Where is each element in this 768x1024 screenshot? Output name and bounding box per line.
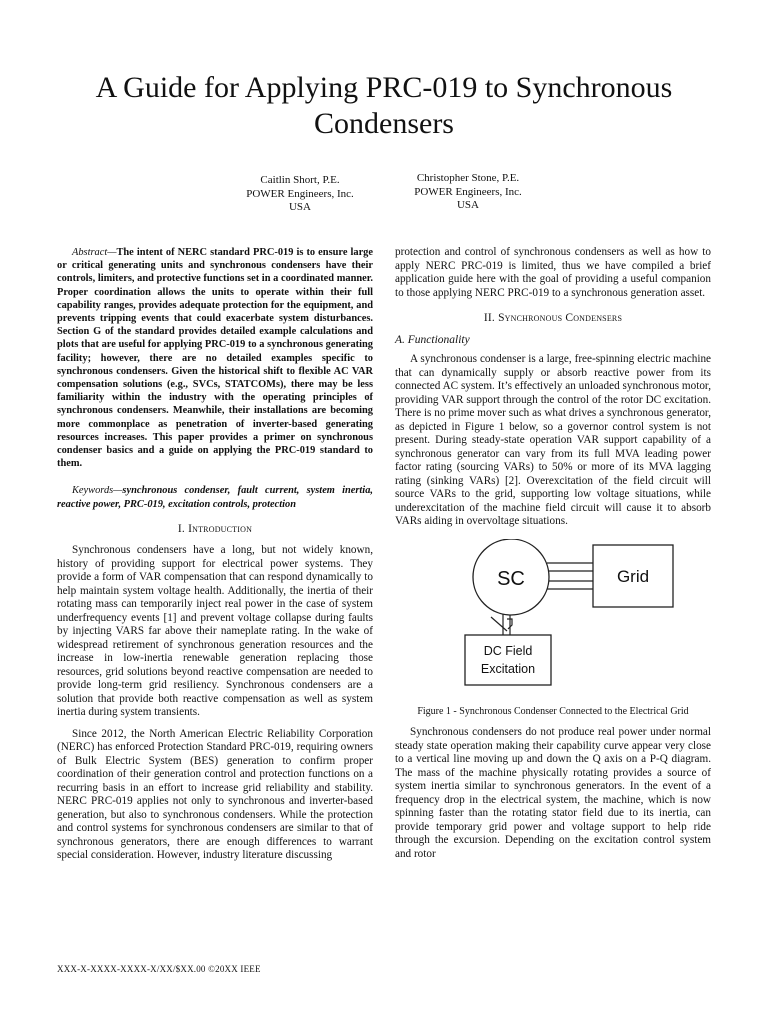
left-column xyxy=(57,246,373,871)
keywords xyxy=(57,484,373,510)
author-name: Caitlin Short, P.E. xyxy=(260,174,340,186)
abstract-text: The intent of NERC standard PRC-019 is to ensure large or critical generating units and synchronous condensers have their controls, limiters, and protective functions set in a coordinated manner. Proper coordination allows the units to operate within their full capability ranges, provides adequate protection for the equipment, and prevents tripping events that could exacerbate system disturbances. Section G of the standard provides detailed example calculations and plots that are useful for applying PRC-019 to a synchronous generating facility; however, there are no detailed examples specific to synchronous condensers. Given the historical shift to flexible AC VAR compensation solutions (e.g., SVCs, STATCOMs), there may be less familiarity within the industry with the operating principles of synchronous condensers. Meanwhile, their installations are becoming more commonplace as penetration of inverter-based generating resources increases. This paper provides a primer on synchronous condenser basics and a guide on applying the PRC-019 standard to them. xyxy=(57,247,373,470)
author-country: USA xyxy=(456,199,479,211)
dc-field-excitation-box xyxy=(465,635,551,685)
functionality-paragraph-1: A synchronous condenser is a large, free-spinning electric machine that can dynamically supply or absorb reactive power from its connected AC system. It’s effectively an unloaded synchronous motor, providing VAR support through the control of the rotor DC excitation. There is no prime mover such as what drives a synchronous generator, as depicted in Figure 1 below, so a governor control system is not present. During steady-state operation VAR support capability of a synchronous generator can vary from its full MVA leading power factor rating (sourcing VARs) to 50% or more of its MVA lagging rating (sinking VARs) [2]. Overexcitation of the field circuit will source VARs to the grid, supporting low voltage situations, while underexcitation of the machine field circuit will cause it to absorb VARs aiding in overvoltage situations. xyxy=(395,353,711,527)
functionality-paragraph-2: Synchronous condensers do not produce real power under normal steady state operation making their capability curve appear very close to a vertical line moving up and down the Q axis on a P-Q diagram. The mass of the machine physically rotating provides a source of system inertia similar to synchronous generators. In the event of a frequency drop in the electrical system, the machine, which is now spinning faster than the rotating stator field due to its inertia, can provide temporary grid power and voltage support to help ride through the excursion. Depending on the excitation control system and rotor xyxy=(395,726,711,860)
excitation-label: Excitation xyxy=(480,661,536,676)
author-org: POWER Engineers, Inc. xyxy=(246,187,354,200)
author-country: USA xyxy=(288,201,311,213)
subsection-heading-functionality: A. Functionality xyxy=(395,333,470,346)
intro-paragraph-2-continued: protection and control of synchronous condensers as well as how to apply NERC PRC-019 is limited, thus we have compiled a brief application guide here with the goal of providing a useful companion to those applying NERC PRC-019 to a synchronous generation asset. xyxy=(395,246,711,299)
grid-label: Grid xyxy=(616,566,650,586)
figure-1-svg xyxy=(395,539,711,699)
dc-field-label: DC Field xyxy=(483,643,533,658)
brush-icon xyxy=(491,617,512,631)
section-heading-introduction: I. Introduction xyxy=(177,522,253,535)
keywords-lead: Keywords— xyxy=(72,485,123,497)
figure-1-caption: Figure 1 - Synchronous Condenser Connected to the Electrical Grid xyxy=(417,705,689,717)
right-column xyxy=(395,246,711,869)
keywords-text: synchronous condenser, fault current, system inertia, reactive power, PRC-019, excitation controls, protection xyxy=(57,485,373,510)
intro-paragraph-2: Since 2012, the North American Electric Reliability Corporation (NERC) has enforced Protection Standard PRC-019, requiring owners of Bulk Electric System (BES) generation to confirm proper coordination of their generation control and protection functions on a recurring basis in an effort to increase grid reliability and stability. NERC PRC-019 applies not only to synchronous and inverter-based generation, but also to synchronous condensers. While the protection and control systems for synchronous condensers are similar to that of synchronous generators, there are enough differences to warrant special consideration. However, industry literature discussing xyxy=(57,727,373,862)
section-heading-synchronous-condensers: II. Synchronous Condensers xyxy=(483,312,623,324)
copyright-footer: XXX-X-XXXX-XXXX-X/XX/$XX.00 ©20XX IEEE xyxy=(57,964,261,974)
sc-label: SC xyxy=(497,567,525,590)
intro-paragraph-1: Synchronous condensers have a long, but not widely known, history of providing support for electrical power systems. They provide a form of VAR compensation that can respond dynamically to help maintain system voltage health. Additionally, the inertia of their rotating mass can temporarily inject real power in the case of system underfrequency events [1] and prevent voltage collapse during faults by injecting VARS far above their nameplate rating. In the wake of widespread retirement of synchronous generation resources and the increase in low-inertia renewable generation replacing those resources, grid solutions beyond reactive compensation are needed to provide long-term grid resiliency. Synchronous condensers are a solution that provide both reactive compensation as well as system inertia during system transients. xyxy=(57,544,373,719)
author-name: Christopher Stone, P.E. xyxy=(416,172,520,184)
author-org: POWER Engineers, Inc. xyxy=(414,185,522,198)
paper-title: A Guide for Applying PRC-019 to Synchronous Condensers xyxy=(95,71,673,140)
abstract-lead: Abstract— xyxy=(72,247,117,258)
author-block-2 xyxy=(368,172,568,213)
abstract xyxy=(57,246,373,470)
figure-1-diagram xyxy=(395,539,711,699)
